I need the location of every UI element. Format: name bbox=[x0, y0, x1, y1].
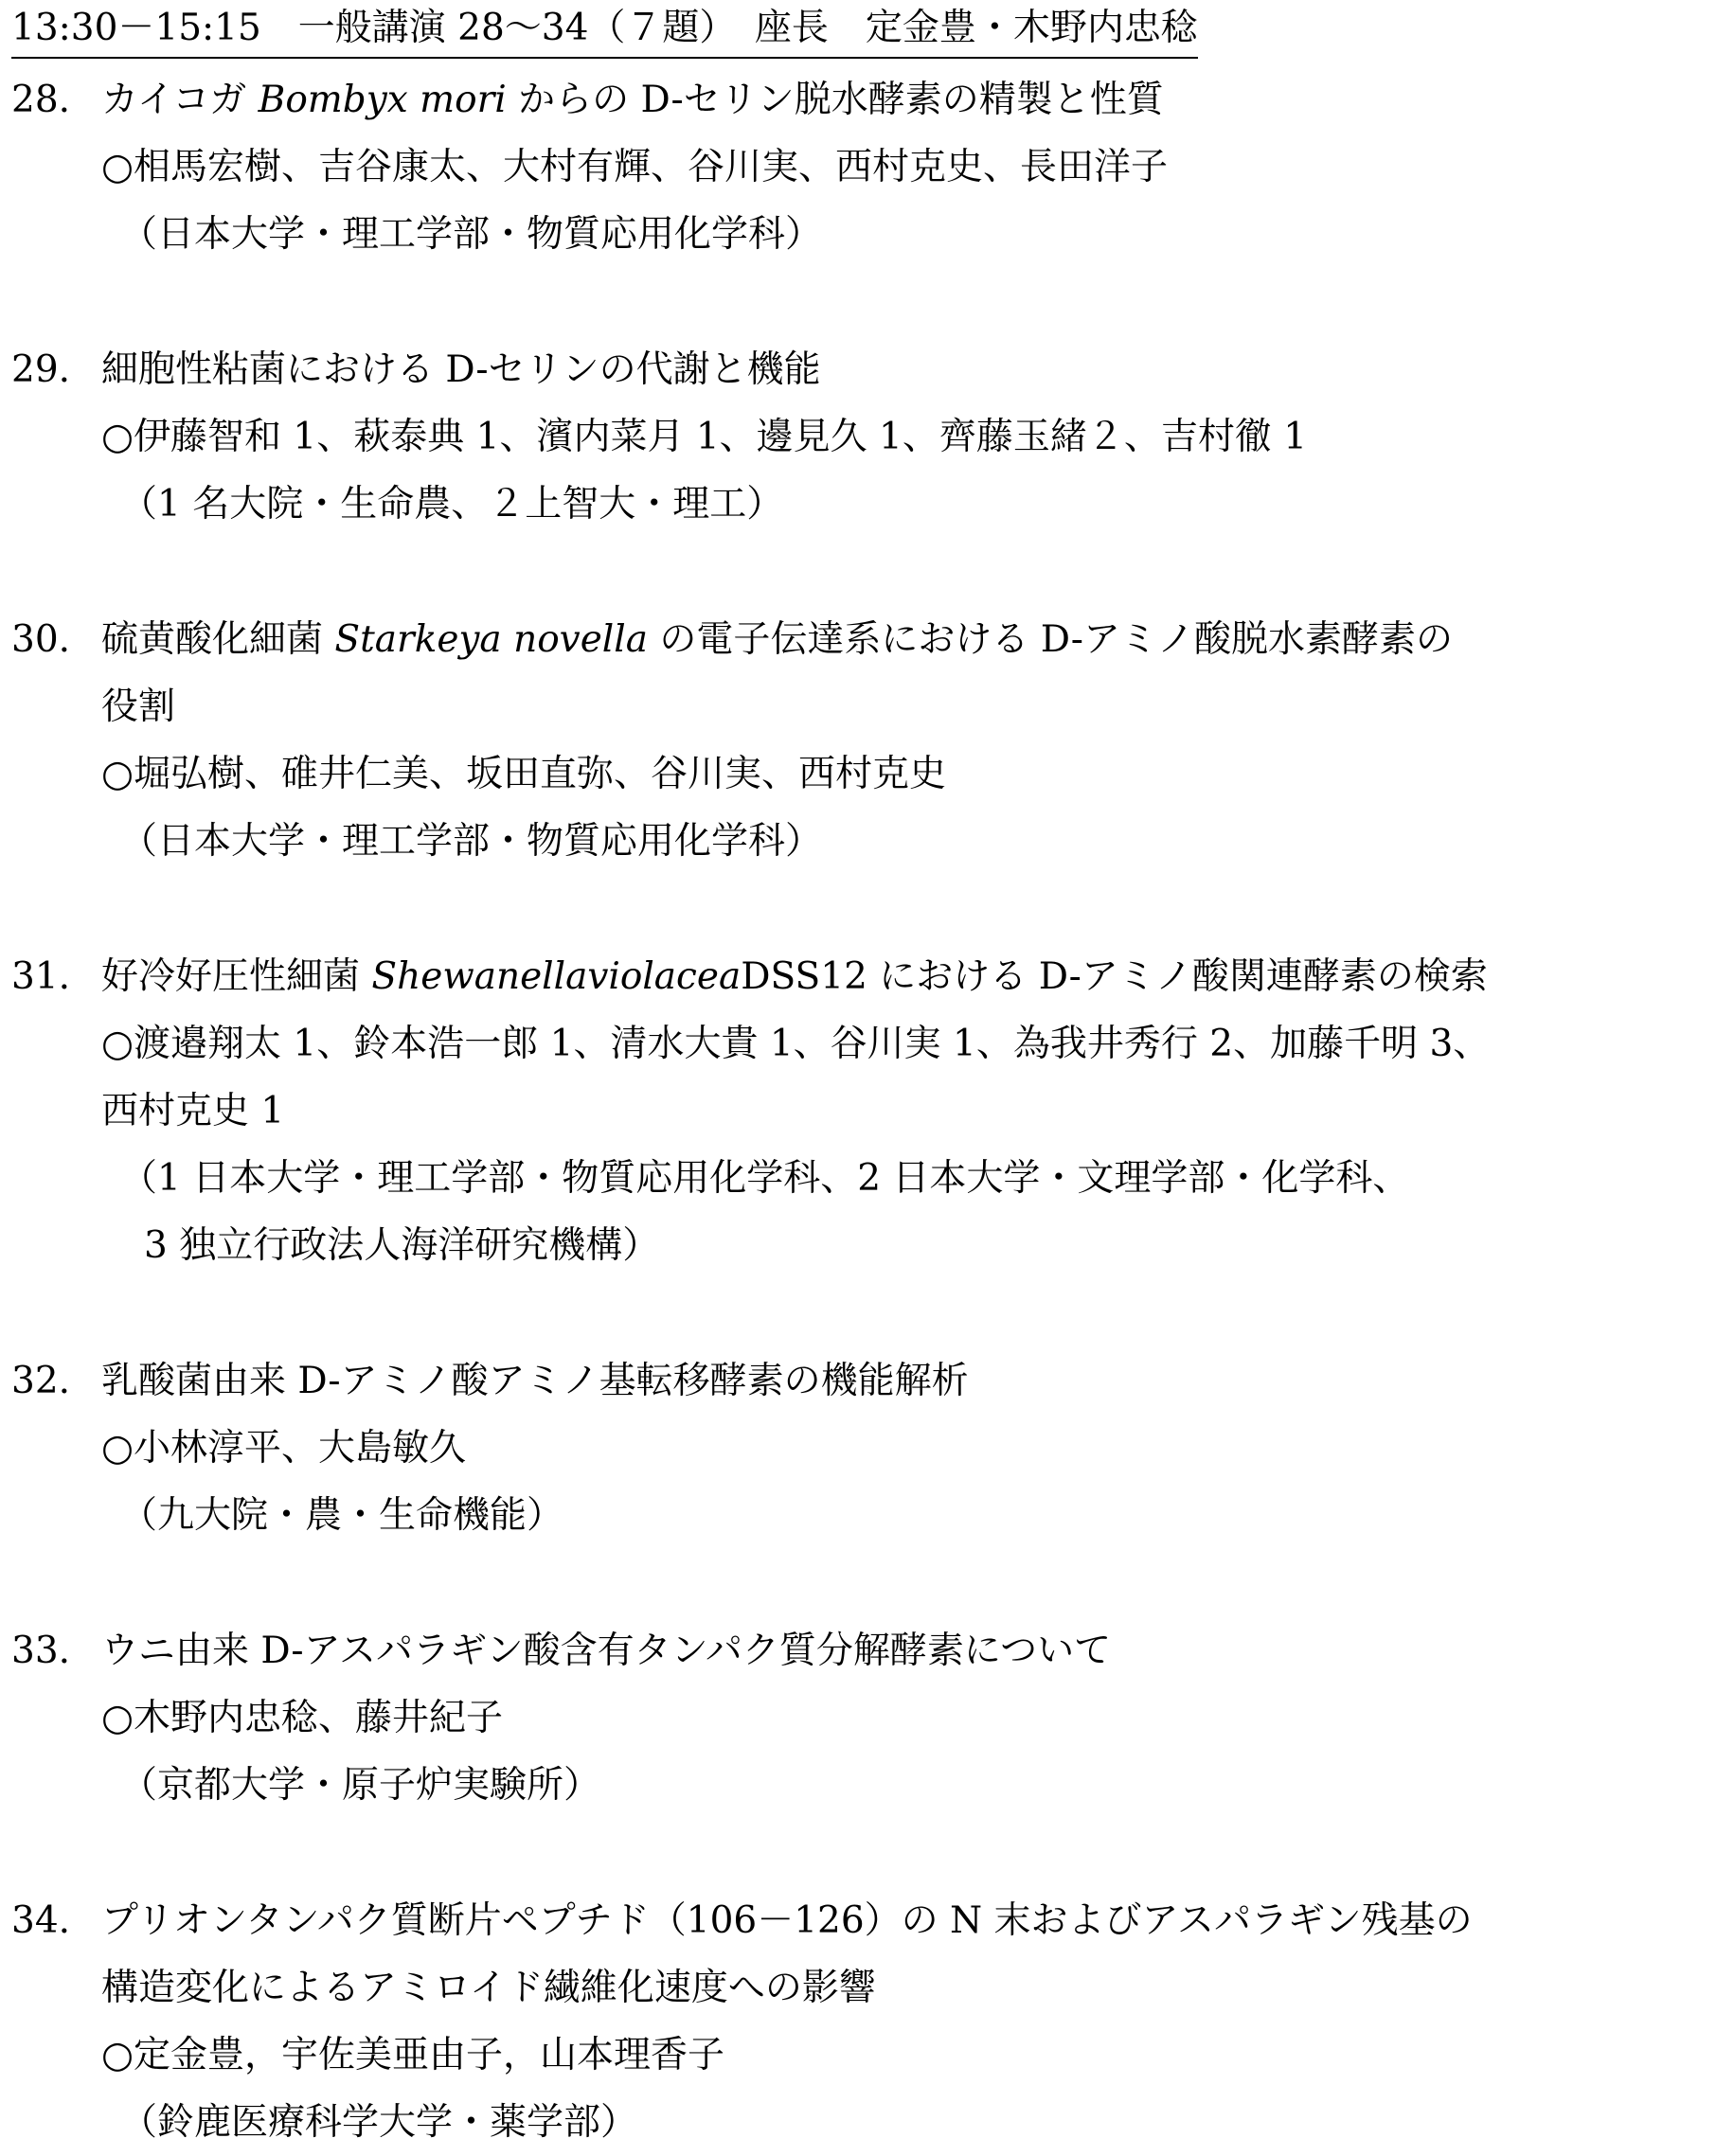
paper-title bbox=[11, 1347, 1716, 1415]
paper-29 bbox=[11, 336, 1716, 538]
session-header: 13:30－15:15 一般講演 28～34（７題） 座長 定金豊・木野内忠稔 bbox=[11, 0, 1198, 59]
paper-affiliation-continued: 3 独立行政法人海洋研究機構） bbox=[144, 1224, 660, 1267]
paper-affiliation: （1 日本大学・理工学部・物質応用化学科、2 日本大学・文理学部・化学科、 bbox=[120, 1157, 1410, 1200]
title-part: カイコガ bbox=[101, 79, 259, 121]
paper-34 bbox=[11, 1887, 1716, 2156]
paper-number: 34. bbox=[11, 1899, 71, 1942]
paper-affiliation: （日本大学・理工学部・物質応用化学科） bbox=[120, 820, 823, 863]
paper-number: 28. bbox=[11, 79, 71, 121]
species-name: Shewanellaviolacea bbox=[371, 955, 742, 998]
paper-title-text bbox=[101, 66, 1164, 134]
paper-number: 29. bbox=[11, 348, 71, 391]
paper-affiliation: （日本大学・理工学部・物質応用化学科） bbox=[120, 213, 823, 256]
paper-authors: ○相馬宏樹、吉谷康太、大村有輝、谷川実、西村克史、長田洋子 bbox=[101, 146, 1169, 188]
paper-title bbox=[11, 1887, 1716, 1954]
paper-28 bbox=[11, 66, 1716, 268]
title-part: 好冷好圧性細菌 bbox=[101, 955, 372, 998]
paper-number: 33. bbox=[11, 1630, 71, 1672]
paper-30 bbox=[11, 606, 1716, 875]
title-part: の電子伝達系における D-アミノ酸脱水素酵素の bbox=[648, 618, 1453, 661]
paper-affiliation: （1 名大院・生命農、２上智大・理工） bbox=[120, 483, 784, 526]
paper-authors: ○小林淳平、大島敏久 bbox=[101, 1427, 467, 1470]
paper-title-continued: 構造変化によるアミロイド繊維化速度への影響 bbox=[101, 1967, 876, 2009]
paper-33 bbox=[11, 1617, 1716, 1819]
title-part: DSS12 における D-アミノ酸関連酵素の検索 bbox=[741, 955, 1488, 998]
paper-32 bbox=[11, 1347, 1716, 1549]
species-name: Bombyx mori bbox=[258, 79, 507, 121]
paper-title bbox=[11, 66, 1716, 134]
paper-title-text: 細胞性粘菌における D-セリンの代謝と機能 bbox=[101, 348, 821, 391]
paper-authors: ○木野内忠稔、藤井紀子 bbox=[101, 1697, 504, 1739]
paper-authors: ○定金豊，宇佐美亜由子，山本理香子 bbox=[101, 2034, 725, 2076]
paper-number: 31. bbox=[11, 955, 71, 998]
paper-title-text bbox=[101, 943, 1488, 1010]
paper-title bbox=[11, 943, 1716, 1010]
paper-affiliation: （九大院・農・生命機能） bbox=[120, 1494, 564, 1537]
title-part: からの D-セリン脱水酵素の精製と性質 bbox=[506, 79, 1164, 121]
species-name: Starkeya novella bbox=[334, 618, 648, 661]
paper-authors-continued: 西村克史 1 bbox=[101, 1090, 285, 1132]
title-part: 硫黄酸化細菌 bbox=[101, 618, 335, 661]
paper-affiliation: （京都大学・原子炉実験所） bbox=[120, 1764, 601, 1807]
paper-number: 32. bbox=[11, 1360, 71, 1402]
paper-affiliation: （鈴鹿医療科学大学・薬学部） bbox=[120, 2101, 638, 2144]
paper-authors: ○堀弘樹、碓井仁美、坂田直弥、谷川実、西村克史 bbox=[101, 753, 947, 795]
paper-title-text: 乳酸菌由来 D-アミノ酸アミノ基転移酵素の機能解析 bbox=[101, 1360, 969, 1402]
paper-authors: ○伊藤智和 1、萩泰典 1、濱内菜月 1、邊見久 1、齊藤玉緒２、吉村徹 1 bbox=[101, 416, 1308, 458]
paper-31 bbox=[11, 943, 1716, 1279]
paper-title-text bbox=[101, 606, 1453, 673]
paper-authors: ○渡邉翔太 1、鈴本浩一郎 1、清水大貴 1、谷川実 1、為我井秀行 2、加藤千明 3、 bbox=[101, 1023, 1491, 1065]
paper-number: 30. bbox=[11, 618, 71, 661]
paper-title-text: プリオンタンパク質断片ペプチド（106－126）の N 末およびアスパラギン残基の bbox=[101, 1899, 1473, 1942]
paper-title-continued: 役割 bbox=[101, 686, 176, 728]
paper-title-text: ウニ由来 D-アスパラギン酸含有タンパク質分解酵素について bbox=[101, 1630, 1112, 1672]
paper-title bbox=[11, 336, 1716, 403]
program-page bbox=[11, 0, 1716, 2156]
paper-title bbox=[11, 1617, 1716, 1684]
paper-title bbox=[11, 606, 1716, 673]
